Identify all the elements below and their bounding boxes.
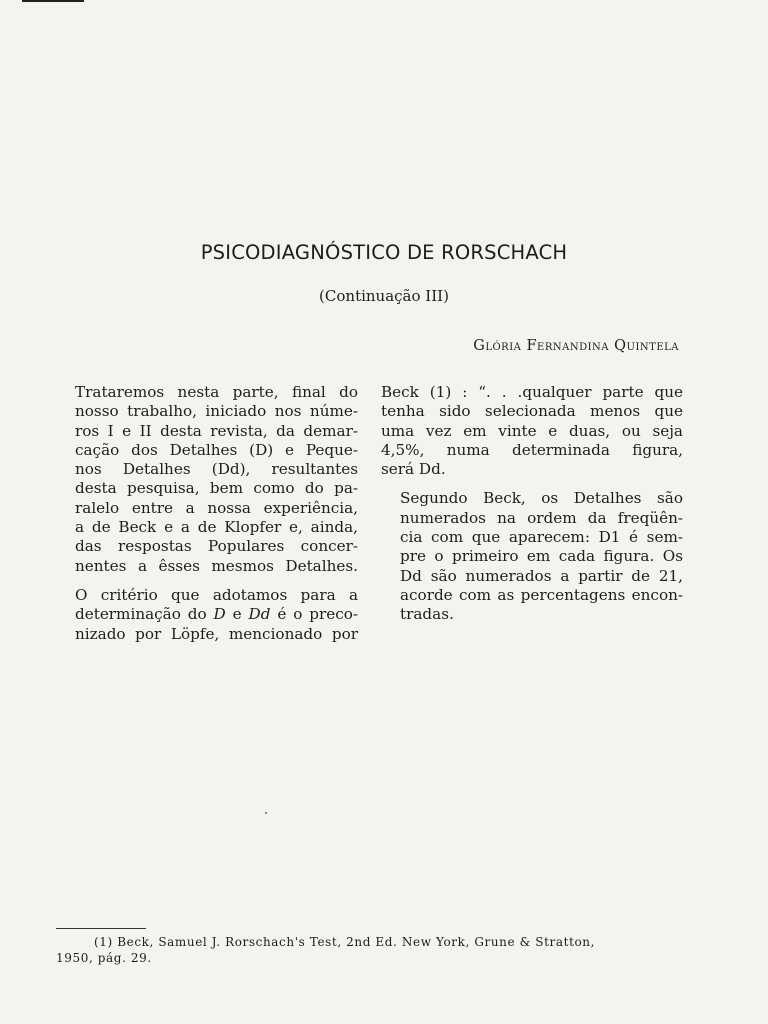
text-line: uma vez em vinte e duas, ou seja xyxy=(381,421,683,440)
article-title: PSICODIAGNÓSTICO DE RORSCHACH xyxy=(200,241,568,264)
article-subtitle: (Continuação III) xyxy=(319,287,449,305)
author-name: Glória Fernandina Quintela xyxy=(473,338,679,354)
text-line: acorde com as percentagens encon- xyxy=(400,585,683,604)
text-line: numerados na ordem da freqüên- xyxy=(400,508,683,527)
text-line: Dd são numerados a partir de 21, xyxy=(400,566,683,585)
text-line: Beck (1) : “. . .qualquer parte que xyxy=(381,383,683,401)
text-line: nosso trabalho, iniciado nos núme- xyxy=(75,402,358,421)
text-line: ralelo entre a nossa experiência, xyxy=(75,498,358,517)
text-line: cia com que aparecem: D1 é sem- xyxy=(400,528,683,547)
left-paragraph-2 xyxy=(56,586,358,644)
text-line: tradas. xyxy=(400,605,454,624)
text-line: ros I e II desta revista, da demar- xyxy=(75,421,358,440)
footnote-line: 1950, pág. 29. xyxy=(56,950,152,965)
text-line: nentes a êsses mesmos Detalhes. xyxy=(75,556,358,575)
text-line: a de Beck e a de Klopfer e, ainda, xyxy=(75,518,358,537)
text-line: Segundo Beck, os Detalhes são xyxy=(400,489,683,508)
left-column xyxy=(56,383,358,654)
text-line: das respostas Populares concer- xyxy=(75,537,358,556)
text-line: cação dos Detalhes (D) e Peque- xyxy=(75,440,358,459)
text-line: determinação do D e Dd é o preco- xyxy=(75,605,358,624)
right-paragraph-2 xyxy=(381,489,683,624)
print-speck xyxy=(265,812,267,814)
text-line: pre o primeiro em cada figura. Os xyxy=(400,547,683,566)
right-column xyxy=(381,383,683,635)
right-paragraph-1 xyxy=(381,383,683,479)
footnote-line: (1) Beck, Samuel J. Rorschach's Test, 2nd Ed. New York, Grune & Stratton, xyxy=(94,935,596,949)
text-line: será Dd. xyxy=(381,460,446,479)
top-corner-rule xyxy=(22,0,84,2)
footnote-rule xyxy=(56,928,146,929)
text-line: nizado por Löpfe, mencionado por xyxy=(75,624,358,643)
text-line: desta pesquisa, bem como do pa- xyxy=(75,479,358,498)
text-line: O critério que adotamos para a xyxy=(75,585,358,604)
footnote xyxy=(56,935,686,966)
text-line: tenha sido selecionada menos que xyxy=(381,402,683,421)
text-line: Trataremos nesta parte, final do xyxy=(75,383,358,401)
text-line: 4,5%, numa determinada figura, xyxy=(381,440,683,459)
left-paragraph-1 xyxy=(56,383,358,576)
text-line: nos Detalhes (Dd), resultantes xyxy=(75,460,358,479)
